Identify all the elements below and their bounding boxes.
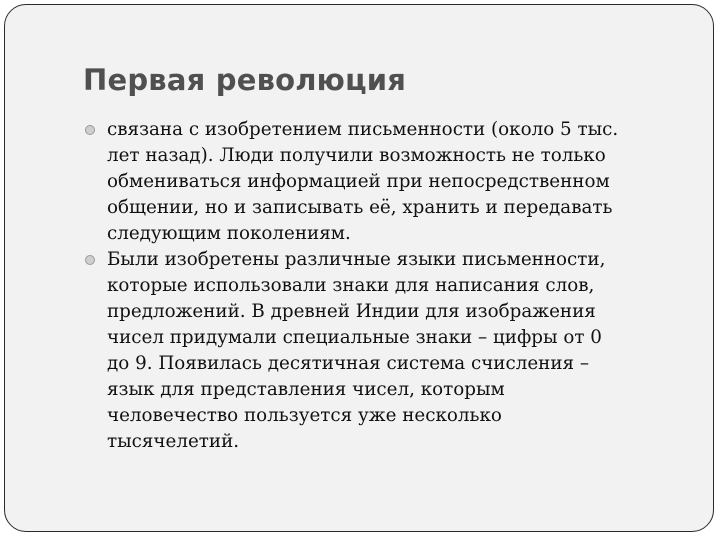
slide-title: Первая революция <box>83 63 407 97</box>
text-line: язык для представления чисел, которым <box>107 379 505 400</box>
text-line: лет назад). Люди получили возможность не только <box>107 145 606 166</box>
text-line: до 9. Появилась десятичная система счисления – <box>107 353 590 374</box>
slide-frame <box>4 4 714 532</box>
text-line: общении, но и записывать её, хранить и передавать <box>107 197 613 218</box>
bullet-item <box>85 247 695 455</box>
text-line: Были изобретены различные языки письменности, <box>107 249 606 270</box>
bullet-icon <box>85 125 95 135</box>
text-line: человечество пользуется уже несколько <box>107 405 502 426</box>
text-line: предложений. В древней Индии для изображения <box>107 301 596 322</box>
bullet-icon <box>85 255 95 265</box>
bullet-list <box>85 117 695 455</box>
text-line: следующим поколениям. <box>107 223 351 244</box>
bullet-item <box>85 117 695 247</box>
text-line: обмениваться информацией при непосредственном <box>107 171 610 192</box>
text-line: связана с изобретением письменности (около 5 тыс. <box>107 119 619 140</box>
text-line: которые использовали знаки для написания слов, <box>107 275 595 296</box>
text-line: тысячелетий. <box>107 431 240 452</box>
text-line: чисел придумали специальные знаки – цифры от 0 <box>107 327 602 348</box>
